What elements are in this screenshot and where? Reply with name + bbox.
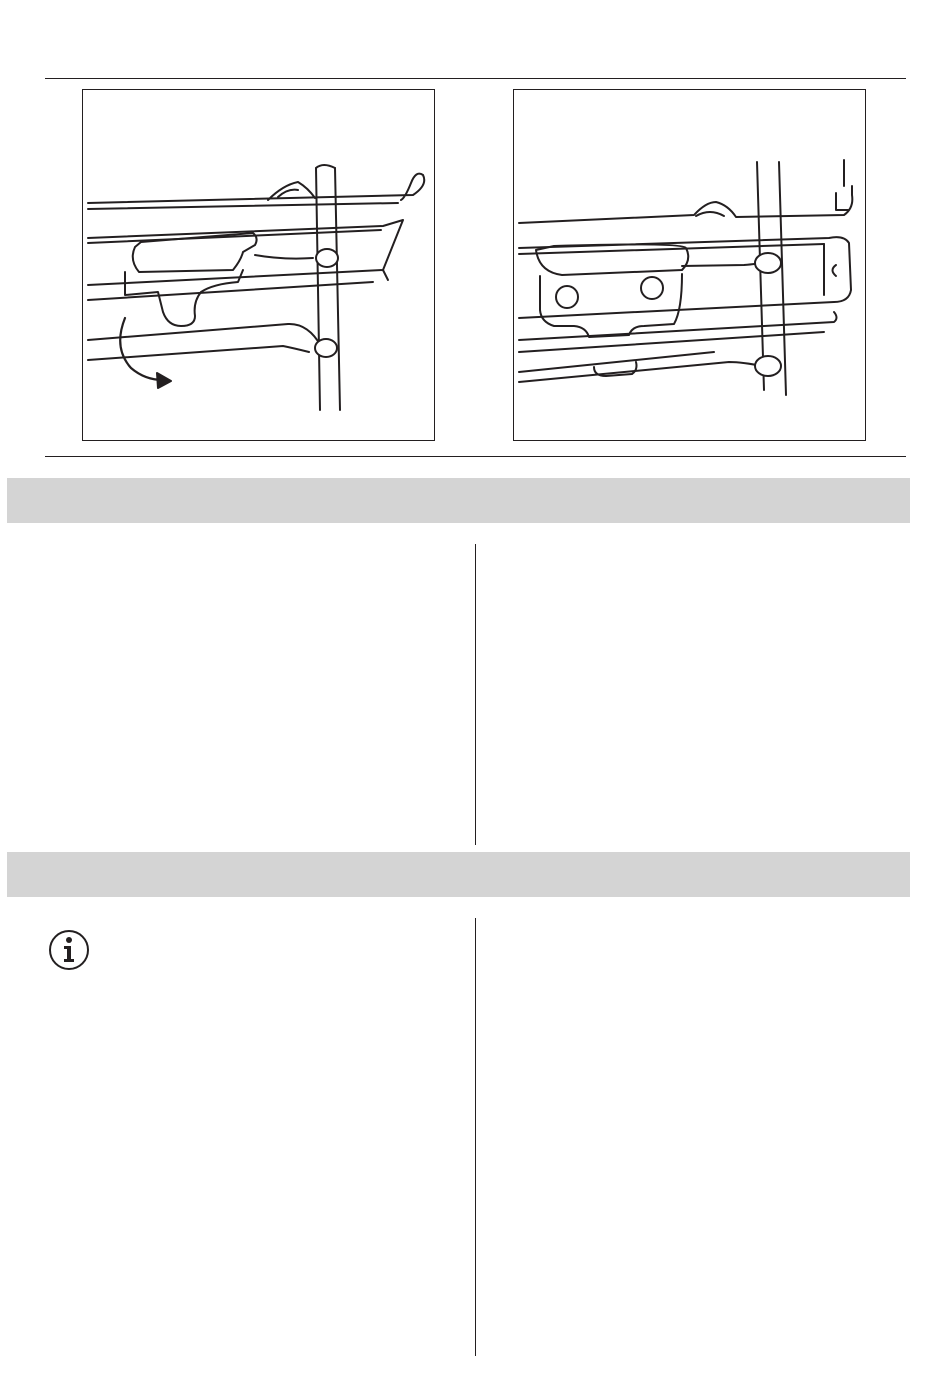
info-icon [48, 929, 90, 971]
section-header-band [7, 852, 910, 897]
telescopic-runner-release-illustration [83, 90, 435, 441]
figure-right [513, 89, 866, 441]
figure-left [82, 89, 435, 441]
section-header-band [7, 478, 910, 523]
column-divider [475, 544, 476, 845]
top-rule [45, 78, 906, 79]
runner-fitted-illustration [514, 90, 866, 441]
figure-bottom-rule [45, 456, 906, 457]
column-divider [475, 918, 476, 1356]
